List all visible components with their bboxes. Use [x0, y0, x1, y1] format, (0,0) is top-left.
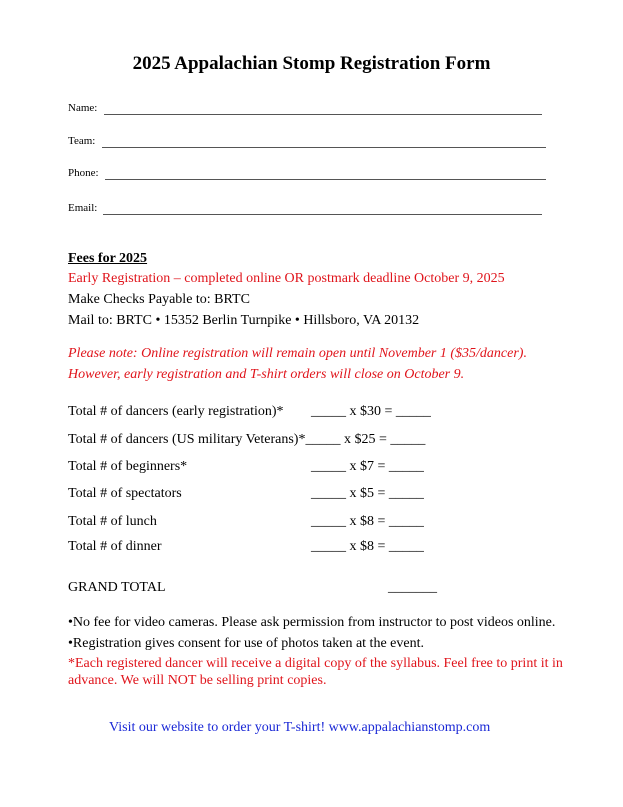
- website-link[interactable]: Visit our website to order your T-shirt! www.appalachianstomp.com: [109, 720, 491, 735]
- line-item-calc[interactable]: _____ x $30 = _____: [311, 404, 431, 419]
- grand-total-label: GRAND TOTAL: [68, 580, 166, 595]
- name-label: Name:: [68, 102, 98, 114]
- bullet-note: •No fee for video cameras. Please ask permission from instructor to post videos online.: [68, 615, 556, 630]
- syllabus-note-line-2: advance. We will NOT be selling print copies.: [68, 673, 327, 688]
- line-item-label: Total # of dancers (US military Veterans)*_____ x $25 = _____: [68, 432, 426, 447]
- fees-heading: Fees for 2025: [68, 251, 148, 266]
- grand-total-field[interactable]: _______: [388, 580, 437, 595]
- line-item-label: Total # of dinner: [68, 539, 162, 554]
- form-title: 2025 Appalachian Stomp Registration Form: [132, 53, 491, 74]
- payable-text: Make Checks Payable to: BRTC: [68, 292, 250, 307]
- bullet-note: •Registration gives consent for use of photos taken at the event.: [68, 636, 424, 651]
- mail-to-text: Mail to: BRTC • 15352 Berlin Turnpike • Hillsboro, VA 20132: [68, 313, 420, 328]
- team-label: Team:: [68, 135, 96, 147]
- team-field[interactable]: [102, 147, 546, 148]
- syllabus-note-line-1: *Each registered dancer will receive a digital copy of the syllabus. Feel free to print it in: [68, 656, 563, 671]
- line-item-label: Total # of beginners*: [68, 459, 188, 474]
- early-registration-text: Early Registration – completed online OR postmark deadline October 9, 2025: [68, 271, 505, 286]
- line-item-label: Total # of dancers (early registration)*: [68, 404, 284, 419]
- email-label: Email:: [68, 202, 98, 214]
- line-item-label: Total # of lunch: [68, 514, 157, 529]
- line-item-calc[interactable]: _____ x $7 = _____: [311, 459, 424, 474]
- phone-label: Phone:: [68, 167, 99, 179]
- line-item-calc[interactable]: _____ x $8 = _____: [311, 539, 424, 554]
- note-line-1: Please note: Online registration will remain open until November 1 ($35/dancer).: [68, 346, 527, 361]
- name-field[interactable]: [104, 114, 542, 115]
- line-item-calc[interactable]: _____ x $5 = _____: [311, 486, 424, 501]
- email-field[interactable]: [103, 214, 542, 215]
- line-item-label: Total # of spectators: [68, 486, 182, 501]
- note-line-2: However, early registration and T-shirt orders will close on October 9.: [68, 367, 465, 382]
- phone-field[interactable]: [105, 179, 546, 180]
- line-item-calc[interactable]: _____ x $8 = _____: [311, 514, 424, 529]
